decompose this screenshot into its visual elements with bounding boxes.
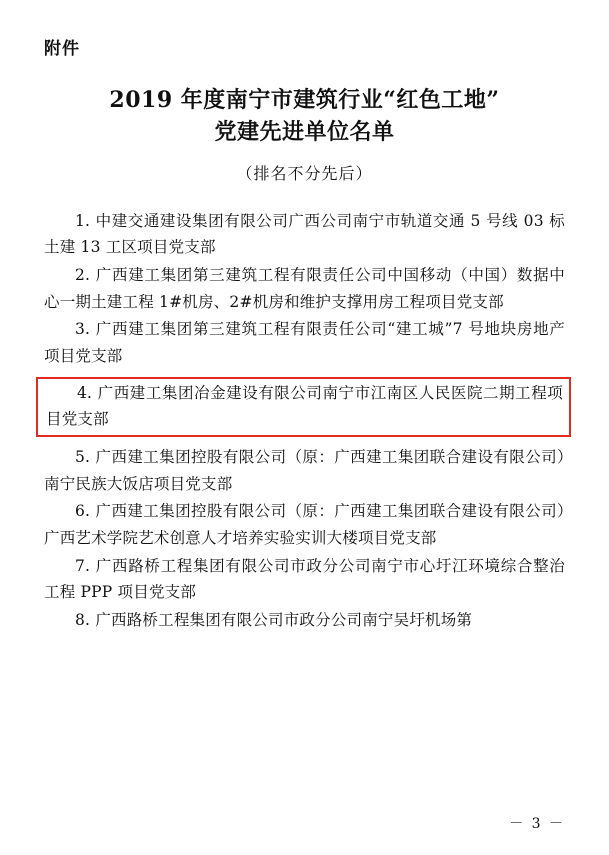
page-title-line-1: 2019 年度南宁市建筑行业“红色工地” [109, 87, 500, 113]
list-item: 8. 广西路桥工程集团有限公司市政分公司南宁吴圩机场第 [75, 610, 473, 629]
unit-list [44, 208, 565, 634]
list-item: 6. 广西建工集团控股有限公司（原：广西建工集团联合建设有限公司）广西艺术学院艺术创意人才培养实验实训大楼项目党支部 [44, 502, 565, 547]
attachment-label: 附件 [44, 39, 80, 59]
list-item: 3. 广西建工集团第三建筑工程有限责任公司“建工城”7 号地块房地产项目党支部 [44, 320, 565, 366]
page-title-line-2: 党建先进单位名单 [214, 118, 395, 145]
highlight-box [44, 377, 565, 437]
document-subtitle: （排名不分先后） [236, 163, 373, 183]
document-title-block [44, 85, 565, 149]
page-number: － 3 － [509, 816, 565, 832]
list-item: 5. 广西建工集团控股有限公司（原：广西建工集团联合建设有限公司）南宁民族大饭店项目党支部 [44, 448, 565, 493]
list-item-highlighted: 4. 广西建工集团冶金建设有限公司南宁市江南区人民医院二期工程项目党支部 [46, 383, 563, 429]
list-item: 1. 中建交通建设集团有限公司广西公司南宁市轨道交通 5 号线 03 标土建 13 工区项目党支部 [44, 211, 565, 257]
list-item: 7. 广西路桥工程集团有限公司市政分公司南宁市心圩江环境综合整治工程 PPP 项目党支部 [44, 556, 565, 602]
list-item: 2. 广西建工集团第三建筑工程有限责任公司中国移动（中国）数据中心一期土建工程 1#机房、2#机房和维护支撑用房工程项目党支部 [44, 266, 565, 311]
